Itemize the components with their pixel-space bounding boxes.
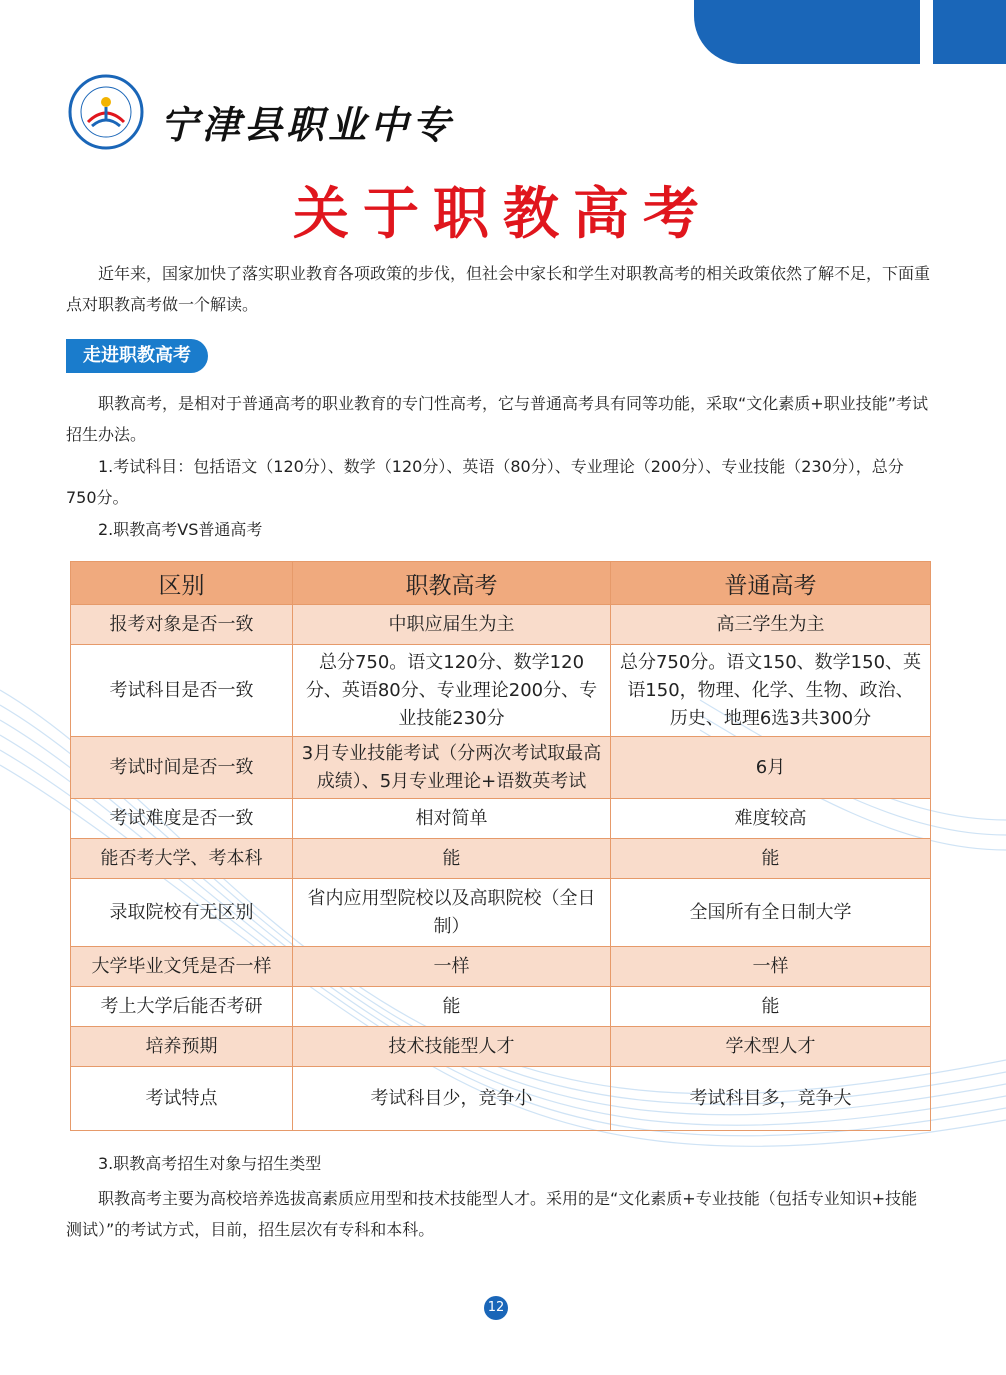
table-row — [71, 645, 931, 737]
table-header: 区别 — [71, 562, 293, 605]
header-tab-decoration — [694, 0, 920, 64]
table-header: 职教高考 — [293, 562, 611, 605]
item-exam-subjects: 1.考试科目：包括语文（120分）、数学（120分）、英语（80分）、专业理论（200分）、专业技能（230分），总分750分。 — [66, 457, 904, 507]
table-cell: 一样 — [293, 947, 611, 987]
table-cell: 能 — [611, 987, 931, 1027]
table-cell: 考试科目是否一致 — [71, 645, 293, 737]
table-cell: 学术型人才 — [611, 1027, 931, 1067]
table-cell: 6月 — [611, 737, 931, 799]
intro-paragraph: 近年来，国家加快了落实职业教育各项政策的步伐，但社会中家长和学生对职教高考的相关政策依然了解不足，下面重点对职教高考做一个解读。 — [66, 264, 931, 314]
table-header: 普通高考 — [611, 562, 931, 605]
school-name: 宁津县职业中专 — [160, 102, 455, 147]
table-row — [71, 1067, 931, 1131]
enrollment-paragraph: 职教高考主要为高校培养选拔高素质应用型和技术技能型人才。采用的是“文化素质+专业技能（包括专业知识+技能测试）”的考试方式，目前，招生层次有专科和本科。 — [66, 1189, 918, 1239]
table-cell: 考试特点 — [71, 1067, 293, 1131]
table-cell: 3月专业技能考试（分两次考试取最高成绩）、5月专业理论+语数英考试 — [293, 737, 611, 799]
table-row — [71, 879, 931, 947]
section-heading: 走进职教高考 — [66, 339, 208, 373]
table-row — [71, 947, 931, 987]
item-enrollment-heading: 3.职教高考招生对象与招生类型 — [98, 1154, 322, 1173]
table-row — [71, 605, 931, 645]
table-cell: 考试科目多，竞争大 — [611, 1067, 931, 1131]
school-logo — [68, 74, 144, 150]
table-row — [71, 799, 931, 839]
table-header-row — [71, 562, 931, 605]
table-cell: 考上大学后能否考研 — [71, 987, 293, 1027]
table-row — [71, 1027, 931, 1067]
table-cell: 考试难度是否一致 — [71, 799, 293, 839]
table-cell: 高三学生为主 — [611, 605, 931, 645]
table-row — [71, 839, 931, 879]
table-cell: 培养预期 — [71, 1027, 293, 1067]
table-cell: 录取院校有无区别 — [71, 879, 293, 947]
table-cell: 考试科目少，竞争小 — [293, 1067, 611, 1131]
table-cell: 能 — [611, 839, 931, 879]
table-cell: 相对简单 — [293, 799, 611, 839]
item-comparison-heading: 2.职教高考VS普通高考 — [98, 520, 263, 539]
comparison-table — [70, 561, 931, 1131]
page-title: 关于职教高考 — [293, 181, 713, 247]
table-cell: 中职应届生为主 — [293, 605, 611, 645]
table-cell: 技术技能型人才 — [293, 1027, 611, 1067]
table-cell: 能否考大学、考本科 — [71, 839, 293, 879]
table-cell: 报考对象是否一致 — [71, 605, 293, 645]
header-side-tab-decoration — [933, 0, 1006, 64]
section-paragraph: 职教高考，是相对于普通高考的职业教育的专门性高考，它与普通高考具有同等功能，采取“文化素质+职业技能”考试招生办法。 — [66, 394, 928, 444]
page-number-badge: 12 — [484, 1296, 508, 1320]
table-cell: 大学毕业文凭是否一样 — [71, 947, 293, 987]
table-cell: 难度较高 — [611, 799, 931, 839]
table-cell: 考试时间是否一致 — [71, 737, 293, 799]
table-cell: 省内应用型院校以及高职院校（全日制） — [293, 879, 611, 947]
table-cell: 能 — [293, 839, 611, 879]
table-row — [71, 737, 931, 799]
table-cell: 一样 — [611, 947, 931, 987]
table-cell: 全国所有全日制大学 — [611, 879, 931, 947]
table-cell: 总分750。语文120分、数学120分、英语80分、专业理论200分、专业技能230分 — [293, 645, 611, 737]
table-cell: 总分750分。语文150、数学150、英语150，物理、化学、生物、政治、历史、地理6选3共300分 — [611, 645, 931, 737]
table-row — [71, 987, 931, 1027]
table-cell: 能 — [293, 987, 611, 1027]
